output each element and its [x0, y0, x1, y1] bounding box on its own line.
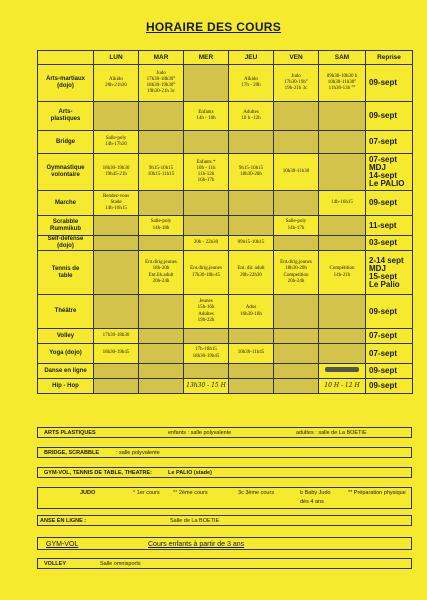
schedule-row [38, 364, 413, 379]
schedule-cell-mar: Salle-poly 14h-18h [139, 216, 184, 236]
schedule-cell-jeu [229, 131, 274, 154]
legend-gymvol-text: Cours enfants à partir de 3 ans [148, 541, 245, 548]
reprise-date: 07-sept [366, 329, 413, 344]
schedule-cell-mer: 17h-18h15 18h30-19h45 [184, 344, 229, 364]
reprise-date: 07-sept [366, 131, 413, 154]
schedule-cell-lun: Rendez-vous Stade 14h-16h15 [94, 191, 139, 216]
header-reprise: Reprise [366, 51, 413, 65]
activity-name: Marche [38, 191, 94, 216]
activity-name: Arts-martiaux (dojo) [38, 65, 94, 102]
schedule-cell-lun: Salle-poly 14h-17h30 [94, 131, 139, 154]
schedule-cell-mar [139, 295, 184, 329]
reprise-date: 09-sept [366, 364, 413, 379]
schedule-cell-ven: Salle-poly 14h-17h [274, 216, 319, 236]
schedule-cell-jeu: Aïkido 17h - 20h [229, 65, 274, 102]
activity-name: Self-defense (dojo) [38, 236, 94, 251]
schedule-cell-mar [139, 329, 184, 344]
header-ven: VEN [274, 51, 319, 65]
schedule-cell-mer [184, 65, 229, 102]
schedule-cell-ven [274, 131, 319, 154]
schedule-cell-sam: 10 H - 12 H [319, 379, 366, 394]
schedule-cell-lun: 17h30-18h30 [94, 329, 139, 344]
schedule-table [37, 50, 413, 394]
schedule-cell-mer [184, 216, 229, 236]
schedule-cell-mar [139, 131, 184, 154]
legend-judo-c3: 3c 3ème cours [238, 490, 275, 496]
schedule-cell-mar: Judo 17h30-18h30° 18h30-19h30° 19h30-21h 3c [139, 65, 184, 102]
schedule-cell-jeu: Ent. dir. adult 20h-22h30 [229, 251, 274, 295]
schedule-cell-ven: Judo 17h30-19h° 19h-21h 3c [274, 65, 319, 102]
schedule-cell-ven [274, 329, 319, 344]
header-mar: MAR [139, 51, 184, 65]
reprise-date: 09-sept [366, 191, 413, 216]
schedule-cell-mer: 20h - 22h30 [184, 236, 229, 251]
reprise-date: 09-sept [366, 65, 413, 102]
schedule-cell-lun [94, 251, 139, 295]
schedule-row [38, 379, 413, 394]
legend-bridge [37, 447, 412, 458]
legend-danse [37, 515, 412, 526]
reprise-date: 03-sept [366, 236, 413, 251]
scribble-mark [325, 367, 359, 372]
reprise-date: 09-sept [366, 379, 413, 394]
schedule-cell-mar [139, 379, 184, 394]
legend-judo-c4b: dès 4 ans [300, 499, 324, 505]
schedule-cell-jeu: 09h15-10h15 [229, 236, 274, 251]
schedule-cell-lun [94, 364, 139, 379]
schedule-row [38, 251, 413, 295]
schedule-cell-lun: 18h30-19h45 [94, 344, 139, 364]
schedule-cell-sam [319, 364, 366, 379]
schedule-row [38, 236, 413, 251]
schedule-cell-mar [139, 344, 184, 364]
schedule-cell-jeu: Adultes 10 h -12h [229, 102, 274, 131]
schedule-cell-lun [94, 236, 139, 251]
legend-arts-adultes: adultes : salle de La BOETIE [296, 430, 367, 436]
schedule-cell-ven: 10h30-11h30 [274, 154, 319, 191]
schedule-cell-ven [274, 191, 319, 216]
legend-gym-text: Le PALIO (stade) [168, 470, 212, 476]
legend-arts-label: ARTS PLASTIQUES [44, 430, 96, 436]
activity-name: Tennis de table [38, 251, 94, 295]
header-mer: MER [184, 51, 229, 65]
reprise-date: 11-sept [366, 216, 413, 236]
legend-judo-c1: ° 1er cours [133, 490, 160, 496]
schedule-cell-sam [319, 154, 366, 191]
legend-arts [37, 427, 412, 438]
schedule-cell-lun: 18h30-19h30 19h45-21h [94, 154, 139, 191]
schedule-cell-sam: 14h-16h15 [319, 191, 366, 216]
schedule-cell-sam [319, 329, 366, 344]
schedule-cell-mer: Ent.dirig.jeunes 17h30-18h-45 [184, 251, 229, 295]
activity-name: Scrabble Rummikub [38, 216, 94, 236]
schedule-cell-sam [319, 102, 366, 131]
schedule-cell-ven [274, 379, 319, 394]
legend-judo-label: JUDO [80, 490, 96, 496]
page-title: HORAIRE DES COURS [145, 20, 282, 34]
activity-name: Volley [38, 329, 94, 344]
schedule-cell-mar [139, 364, 184, 379]
schedule-cell-mar [139, 102, 184, 131]
schedule-cell-jeu: 10h30-11h45 [229, 344, 274, 364]
legend-danse-text: Salle de La BOETIE [170, 518, 220, 524]
legend-gym-label: GYM-VOL, TENNIS DE TABLE, THEATRE: [44, 470, 152, 476]
legend-gymvol [37, 537, 412, 550]
schedule-cell-lun [94, 379, 139, 394]
schedule-row [38, 216, 413, 236]
legend-volley-text: Salle omnisports [100, 561, 141, 567]
schedule-cell-mer [184, 364, 229, 379]
schedule-cell-jeu [229, 379, 274, 394]
reprise-date: 07-sept [366, 344, 413, 364]
schedule-cell-jeu [229, 329, 274, 344]
legend-gym [37, 467, 412, 478]
header-sam: SAM [319, 51, 366, 65]
schedule-cell-jeu: 9h15-10h15 18h30-20h [229, 154, 274, 191]
schedule-row [38, 102, 413, 131]
legend-bridge-text: : salle polyvalente [116, 450, 160, 456]
schedule-cell-jeu [229, 191, 274, 216]
header-jeu: JEU [229, 51, 274, 65]
legend-gymvol-label: GYM-VOL [46, 541, 79, 548]
legend-volley [37, 558, 412, 569]
activity-name: Bridge [38, 131, 94, 154]
schedule-cell-ven [274, 344, 319, 364]
activity-name: Yoga (dojo) [38, 344, 94, 364]
schedule-cell-lun [94, 216, 139, 236]
schedule-cell-mer: Enfants 14h - 16h [184, 102, 229, 131]
schedule-cell-ven [274, 102, 319, 131]
reprise-date: 09-sept [366, 295, 413, 329]
schedule-cell-mar: Ent.dirig.jeunes 18h-20h Ent.lib.adult 20h-24h [139, 251, 184, 295]
schedule-cell-mar [139, 191, 184, 216]
schedule-cell-ven [274, 236, 319, 251]
reprise-date: 2-14 sept MDJ 15-sept Le Palio [366, 251, 413, 295]
activity-name: Gymnastique volontaire [38, 154, 94, 191]
legend-judo-c4: b Baby Judo [300, 490, 331, 496]
schedule-row [38, 295, 413, 329]
legend-bridge-label: BRIDGE, SCRABBLE [44, 450, 100, 456]
schedule-cell-sam [319, 131, 366, 154]
activity-name: Arts- plastiques [38, 102, 94, 131]
activity-name: Danse en ligne [38, 364, 94, 379]
schedule-row [38, 329, 413, 344]
schedule-cell-sam [319, 216, 366, 236]
activity-name: Hip - Hop [38, 379, 94, 394]
schedule-cell-sam: Compétition 14h-21h [319, 251, 366, 295]
schedule-cell-mar: 9h15-10h15 10h15-11h15 [139, 154, 184, 191]
schedule-cell-sam [319, 295, 366, 329]
schedule-cell-lun [94, 295, 139, 329]
schedule-cell-sam: 09h30-10h30 b 10h30-11h30° 11h30-13h °° [319, 65, 366, 102]
legend-danse-label: ANSE EN LIGNE : [40, 518, 87, 524]
schedule-cell-sam [319, 344, 366, 364]
schedule-cell-sam [319, 236, 366, 251]
schedule-cell-ven [274, 295, 319, 329]
activity-name: Théâtre [38, 295, 94, 329]
legend-judo-c5: ** Préparation physique [348, 490, 406, 496]
legend-judo [37, 487, 412, 509]
reprise-date: 07-sept MDJ 14-sept Le PALIO [366, 154, 413, 191]
schedule-row [38, 154, 413, 191]
schedule-cell-mar [139, 236, 184, 251]
schedule-cell-mer [184, 329, 229, 344]
schedule-cell-mer [184, 131, 229, 154]
schedule-cell-mer [184, 191, 229, 216]
schedule-cell-lun: Aïkido 20h-21h30 [94, 65, 139, 102]
schedule-cell-mer: Enfants * 10h - 11h 11h-12h 16h-17h [184, 154, 229, 191]
schedule-cell-ven: Ent.dirig.jeunes 18h30-20h Competition 20h-24h [274, 251, 319, 295]
schedule-row [38, 344, 413, 364]
legend-volley-label: VOLLEY [44, 561, 67, 567]
legend-arts-enfants: enfants : salle polyvalente [168, 430, 232, 436]
legend-judo-c2: °° 2ème cours [173, 490, 208, 496]
schedule-row [38, 65, 413, 102]
schedule-cell-jeu [229, 364, 274, 379]
header-row [38, 51, 413, 65]
schedule-row [38, 191, 413, 216]
schedule-cell-ven [274, 364, 319, 379]
header-corner [38, 51, 94, 65]
schedule-cell-mer: Jeunes 15h-16h Adultes 19h-22h [184, 295, 229, 329]
schedule-row [38, 131, 413, 154]
schedule-cell-mer: 13h30 - 15 H [184, 379, 229, 394]
schedule-cell-jeu: Ados 16h30-18h [229, 295, 274, 329]
reprise-date: 09-sept [366, 102, 413, 131]
schedule-cell-lun [94, 102, 139, 131]
schedule-cell-jeu [229, 216, 274, 236]
header-lun: LUN [94, 51, 139, 65]
